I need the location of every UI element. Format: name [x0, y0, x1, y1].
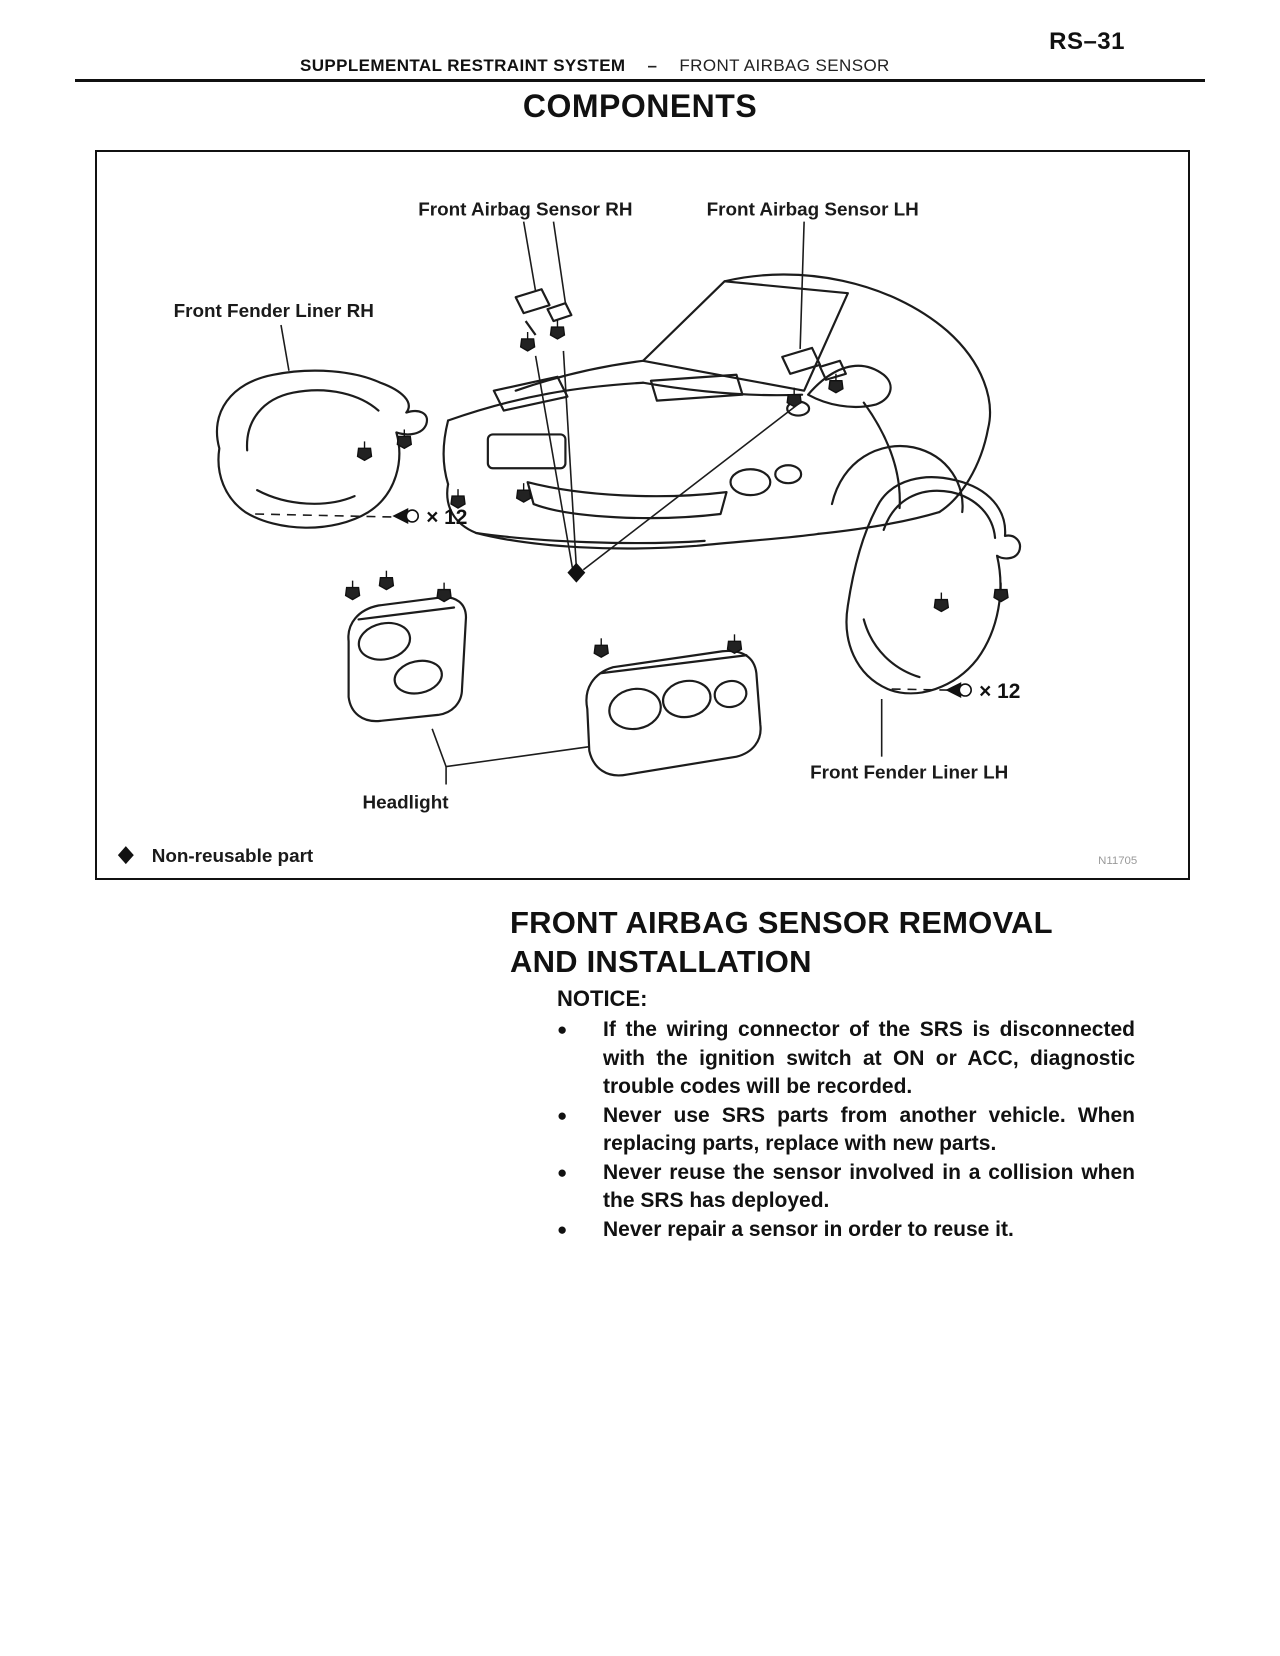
headlight-rh-part	[586, 651, 760, 775]
bullet-icon: ●	[557, 1020, 568, 1039]
notice-label: NOTICE:	[557, 986, 648, 1011]
bullet-icon: ●	[557, 1219, 568, 1239]
label-front-airbag-sensor-lh: Front Airbag Sensor LH	[706, 199, 919, 221]
running-header	[300, 56, 1000, 76]
label-qty-right: × 12	[979, 679, 1021, 703]
notice-item	[557, 1016, 1135, 1102]
notice-list	[557, 1016, 1135, 1244]
page-number: RS–31	[1049, 28, 1125, 55]
removal-heading: FRONT AIRBAG SENSOR REMOVAL AND INSTALLATION	[510, 905, 1053, 979]
running-header-section: SUPPLEMENTAL RESTRAINT SYSTEM	[300, 56, 626, 75]
notice-item	[557, 1102, 1135, 1159]
running-header-topic: FRONT AIRBAG SENSOR	[679, 56, 890, 75]
notice-item-text: If the wiring connector of the SRS is disconnected with the ignition switch at ON or ACC, diagnostic trouble codes will be recorded.	[603, 1018, 1135, 1098]
notice-item	[557, 1159, 1135, 1216]
notice-item-text: Never use SRS parts from another vehicle. When replacing parts, replace with new parts.	[603, 1103, 1135, 1155]
bolt-icons	[346, 320, 1008, 657]
fender-liner-rh-part	[217, 371, 427, 528]
figure-code: N11705	[1098, 855, 1138, 868]
components-diagram	[95, 150, 1190, 880]
legend-diamond-icon	[118, 846, 134, 864]
label-front-fender-liner-rh: Front Fender Liner RH	[173, 301, 374, 323]
header-rule	[75, 79, 1205, 82]
label-front-airbag-sensor-rh: Front Airbag Sensor RH	[418, 199, 633, 221]
headlight-lh-part	[348, 597, 466, 721]
section-title: COMPONENTS	[522, 88, 758, 124]
bullet-icon: ●	[557, 1105, 568, 1125]
car-illustration	[444, 275, 990, 549]
label-qty-left: × 12	[426, 505, 468, 529]
notice-item-text: Never reuse the sensor involved in a collision when the SRS has deployed.	[603, 1160, 1135, 1212]
components-diagram-svg	[97, 152, 1188, 878]
clip-icon-right	[945, 682, 971, 698]
notice-item	[557, 1216, 1135, 1245]
bullet-icon: ●	[557, 1162, 568, 1182]
legend-text: Non-reusable part	[151, 846, 314, 868]
label-front-fender-liner-lh: Front Fender Liner LH	[810, 762, 1009, 784]
non-reusable-diamond-icon	[567, 563, 585, 583]
label-headlight: Headlight	[362, 792, 449, 814]
fender-liner-lh-part	[847, 477, 1020, 693]
clip-icon-left	[392, 508, 418, 524]
running-header-separator: –	[647, 56, 658, 75]
notice-item-text: Never repair a sensor in order to reuse it.	[603, 1217, 1014, 1241]
